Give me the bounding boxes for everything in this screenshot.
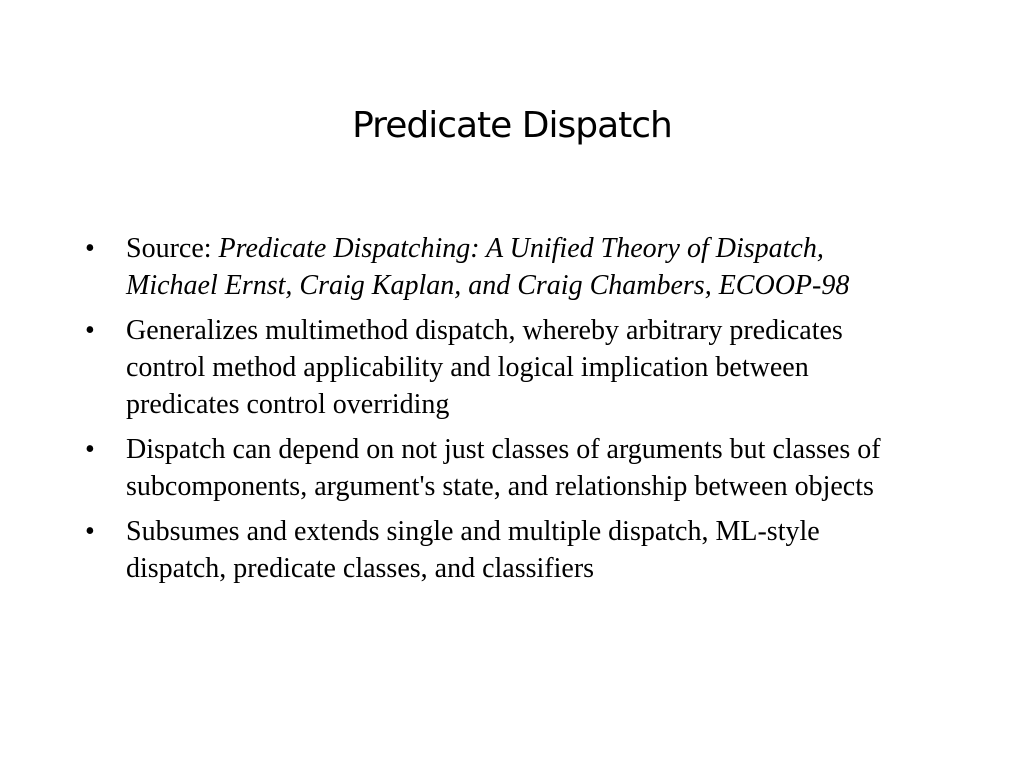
bullet-item-source — [85, 230, 920, 304]
bullet-text: Subsumes and extends single and multiple dispatch, ML-style dispatch, predicate classes, and classifiers — [126, 516, 820, 584]
bullet-icon: • — [85, 233, 95, 264]
bullet-item-dispatch-depends — [85, 431, 920, 505]
bullet-text: Dispatch can depend on not just classes of arguments but classes of subcomponents, argument's state, and relationship between objects — [126, 434, 881, 502]
bullet-source-prefix: Source: — [126, 233, 219, 264]
bullet-icon: • — [85, 516, 95, 547]
bullet-item-subsumes — [85, 513, 920, 587]
slide-title: Predicate Dispatch — [352, 105, 672, 146]
bullet-list — [85, 230, 920, 595]
bullet-source-citation: Predicate Dispatching: A Unified Theory of Dispatch, Michael Ernst, Craig Kaplan, and Craig Chambers, ECOOP-98 — [126, 233, 850, 301]
bullet-item-generalizes — [85, 312, 920, 423]
bullet-text: Generalizes multimethod dispatch, whereby arbitrary predicates control method applicability and logical implication between predicates control overriding — [126, 315, 843, 420]
bullet-icon: • — [85, 315, 95, 346]
bullet-icon: • — [85, 434, 95, 465]
